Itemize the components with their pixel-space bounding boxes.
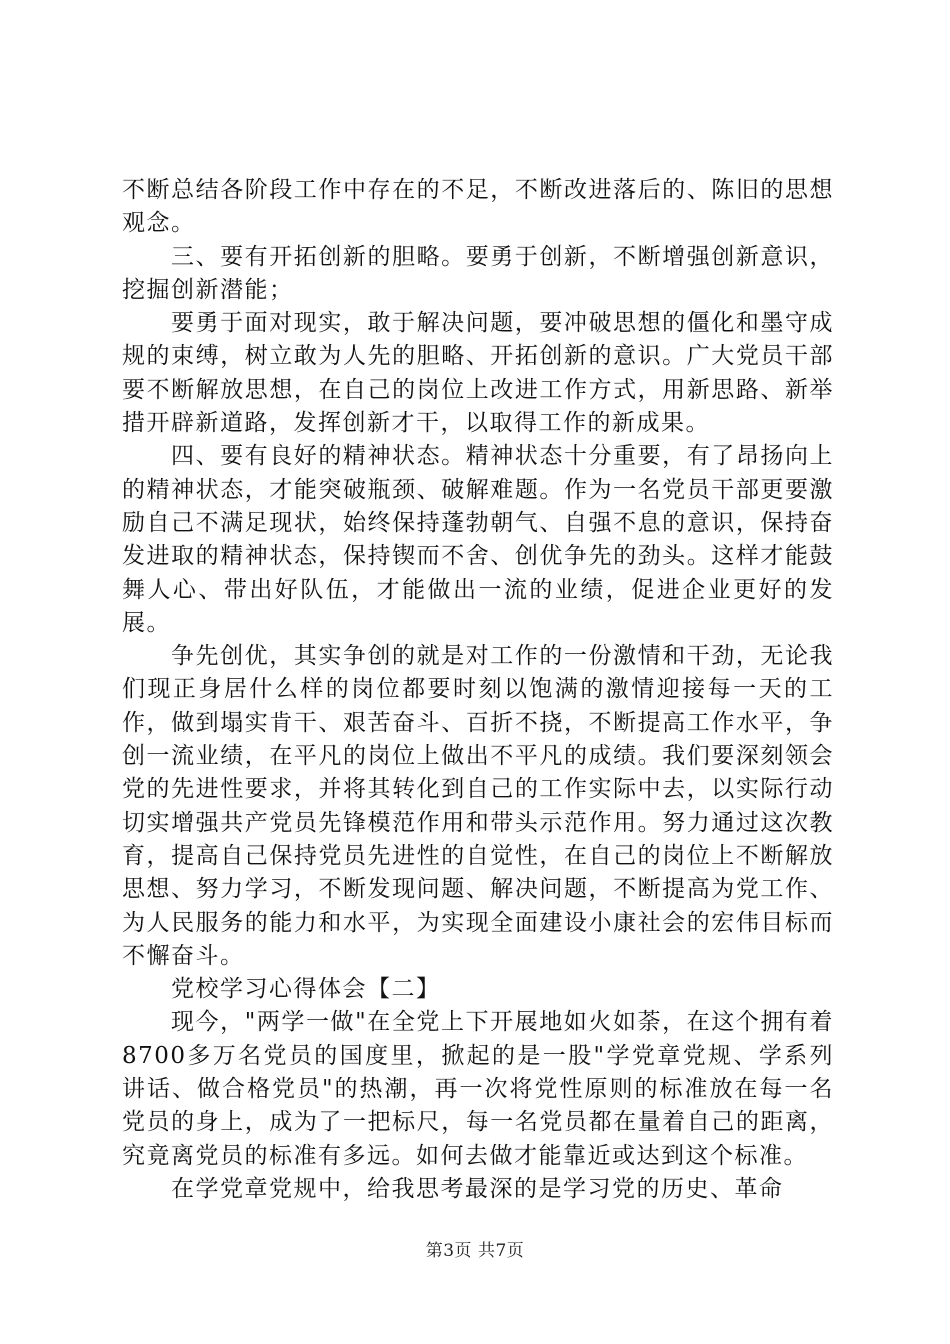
document-body <box>122 174 834 1206</box>
paragraph-innovation: 要勇于面对现实，敢于解决问题，要冲破思想的僵化和墨守成规的束缚，树立敢为人先的胆略、开拓创新的意识。广大党员干部要不断解放思想，在自己的岗位上改进工作方式，用新思路、新举措开辟新道路，发挥创新才干，以取得工作的新成果。 <box>122 310 834 437</box>
paragraph-continuation: 不断总结各阶段工作中存在的不足，不断改进落后的、陈旧的思想观念。 <box>122 177 834 237</box>
paragraph-two-studies-one-action: 现今，"两学一做"在全党上下开展地如火如荼，在这个拥有着8700多万名党员的国度里，掀起的是一股"学党章党规、学系列讲话、做合格党员"的热潮，再一次将党性原则的标准放在每一名党员的身上，成为了一把标尺，每一名党员都在量着自己的距离，究竟离党员的标准有多远。如何去做才能靠近或达到这个标准。 <box>122 1009 834 1169</box>
paragraph-strive-for-excellence: 争先创优，其实争创的就是对工作的一份激情和干劲，无论我们现正身居什么样的岗位都要时刻以饱满的激情迎接每一天的工作，做到塌实肯干、艰苦奋斗、百折不挠，不断提高工作水平，争创一流业绩，在平凡的岗位上做出不平凡的成绩。我们要深刻领会党的先进性要求，并将其转化到自己的工作实际中去，以实际行动切实增强共产党员先锋模范作用和带头示范作用。努力通过这次教育，提高自己保持党员先进性的自觉性，在自己的岗位上不断解放思想、努力学习，不断发现问题、解决问题，不断提高为党工作、为人民服务的能力和水平，为实现全面建设小康社会的宏伟目标而不懈奋斗。 <box>122 643 834 969</box>
paragraph-party-history: 在学党章党规中，给我思考最深的是学习党的历史、革命 <box>171 1175 784 1202</box>
section-heading-part-two: 党校学习心得体会【二】 <box>171 976 441 1003</box>
paragraph-section-three-heading: 三、要有开拓创新的胆略。要勇于创新，不断增强创新意识，挖掘创新潜能； <box>122 243 834 303</box>
page-number-footer: 第3页 共7页 <box>425 1241 525 1261</box>
paragraph-section-four: 四、要有良好的精神状态。精神状态十分重要，有了昂扬向上的精神状态，才能突破瓶颈、破解难题。作为一名党员干部更要激励自己不满足现状，始终保持蓬勃朝气、自强不息的意识，保持奋发进取的精神状态，保持锲而不舍、创优争先的劲头。这样才能鼓舞人心、带出好队伍，才能做出一流的业绩，促进企业更好的发展。 <box>122 443 834 636</box>
